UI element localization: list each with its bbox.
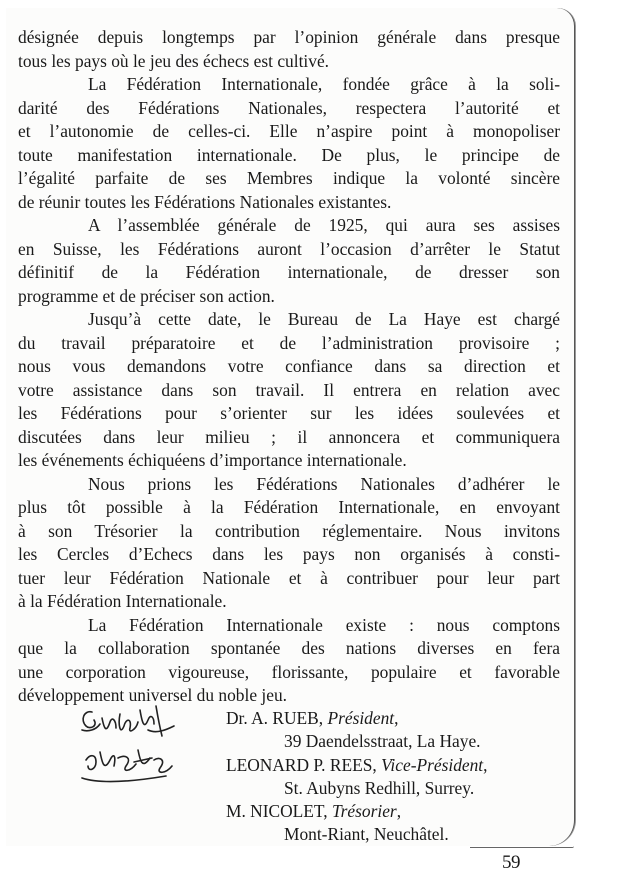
text-line: Jusqu’à cette date, le Bureau de La Haye est chargé bbox=[88, 309, 560, 329]
text-line: les événements échiquéens d’importance internationale. bbox=[18, 450, 407, 470]
text-line: programme et de préciser son action. bbox=[18, 285, 275, 306]
signatory-name: LEONARD P. REES, bbox=[226, 754, 382, 775]
signatory-address: 39 Daendelsstraat, La Haye. bbox=[284, 731, 481, 752]
text-line: à son Trésorier la contribution réglementaire. Nous invitons bbox=[18, 520, 560, 541]
signatory-line bbox=[226, 707, 566, 730]
signatory-role: Président bbox=[327, 708, 395, 728]
text-line: de réunir toutes les Fédérations Nationales existantes. bbox=[18, 191, 392, 212]
text-line: l’égalité parfaite de ses Membres indique la volonté sincère bbox=[18, 168, 560, 188]
text-line: tuer leur Fédération Nationale et à contribuer pour leur part bbox=[18, 567, 560, 588]
text-line: à la Fédération Internationale. bbox=[18, 591, 227, 611]
text-line: que la collaboration spontanée des nations diverses en fera bbox=[18, 638, 560, 658]
text-line: désignée depuis longtemps par l’opinion générale dans presque bbox=[18, 27, 560, 47]
signatory-address: St. Aubyns Redhill, Surrey. bbox=[284, 777, 475, 798]
signatory-punctuation: , bbox=[394, 708, 399, 728]
text-line: A l’assemblée générale de 1925, qui aura ses assises bbox=[88, 215, 560, 235]
handwritten-annotation bbox=[70, 700, 190, 800]
text-line: discutées dans leur milieu ; il annoncera et communiquera bbox=[18, 426, 560, 447]
signatory-line bbox=[226, 754, 566, 777]
text-line: toute manifestation internationale. De plus, le principe de bbox=[18, 144, 560, 165]
signatory-address: Mont-Riant, Neuchâtel. bbox=[284, 824, 449, 845]
text-line: en Suisse, les Fédérations auront l’occasion d’arrêter le Statut bbox=[18, 238, 560, 259]
signatory-name: Dr. A. RUEB, bbox=[226, 708, 328, 728]
signatory-name: M. NICOLET, bbox=[226, 801, 332, 822]
text-line: La Fédération Internationale existe : nous comptons bbox=[88, 614, 560, 635]
page-number: 59 bbox=[502, 852, 520, 873]
signatory-role: Trésorier bbox=[331, 801, 397, 822]
text-line: tous les pays où le jeu des échecs est cultivé. bbox=[18, 50, 330, 71]
text-line: plus tôt possible à la Fédération Internationale, en envoyant bbox=[18, 497, 560, 517]
text-line: nous vous demandons votre confiance dans sa direction et bbox=[18, 356, 560, 376]
text-line: Nous prions les Fédérations Nationales d’adhérer le bbox=[88, 473, 560, 494]
signature-block bbox=[226, 707, 566, 847]
text-line: darité des Fédérations Nationales, respectera l’autorité et bbox=[18, 97, 560, 118]
text-line: et l’autonomie de celles-ci. Elle n’aspire point à monopoliser bbox=[18, 121, 560, 141]
text-line: les Fédérations pour s’orienter sur les idées soulevées et bbox=[18, 403, 560, 423]
body-text bbox=[18, 26, 560, 708]
signatory-punctuation: , bbox=[396, 801, 402, 822]
text-line: les Cercles d’Echecs dans les pays non organisés à consti- bbox=[18, 544, 560, 564]
signatory-line bbox=[226, 800, 566, 823]
text-line: du travail préparatoire et de l’administration provisoire ; bbox=[18, 332, 560, 353]
text-line: développement universel du noble jeu. bbox=[18, 685, 287, 705]
text-line: une corporation vigoureuse, florissante, populaire et favorable bbox=[18, 661, 560, 682]
signatory-punctuation: , bbox=[483, 754, 488, 775]
text-line: définitif de la Fédération internationale, de dresser son bbox=[18, 262, 560, 282]
text-line: votre assistance dans son travail. Il entrera en relation avec bbox=[18, 379, 560, 400]
text-line: La Fédération Internationale, fondée grâce à la soli- bbox=[88, 74, 560, 94]
signatory-role: Vice-Président bbox=[381, 754, 484, 775]
